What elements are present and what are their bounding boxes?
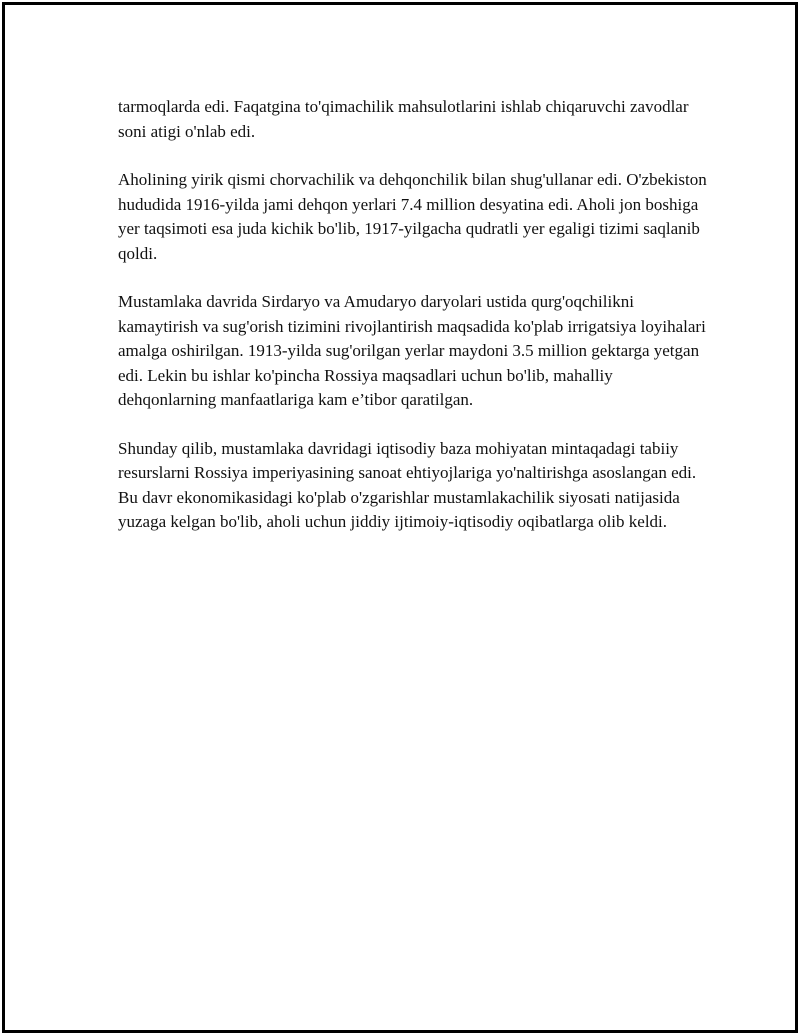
paragraph-agriculture: Aholining yirik qismi chorvachilik va dehqonchilik bilan shug'ullanar edi. O'zbekiston hududida 1916-yilda jami dehqon yerlari 7.4 million desyatina edi. Aholi jon boshiga yer taqsimoti esa juda kichik bo'lib, 1917-yilgacha qudratli yer egaligi tizimi saqlanib qoldi. (118, 170, 707, 263)
paragraph-conclusion: Shunday qilib, mustamlaka davridagi iqtisodiy baza mohiyatan mintaqadagi tabiiy resurslarni Rossiya imperiyasining sanoat ehtiyojlariga yo'naltirishga asoslangan edi. Bu davr ekonomikasidagi ko'plab o'zgarishlar mustamlakachilik siyosati natijasida yuzaga kelgan bo'lib, aholi uchun jiddiy ijtimoiy-iqtisodiy oqibatlarga olib keldi. (118, 438, 697, 531)
paragraph-intro-continuation: tarmoqlarda edi. Faqatgina to'qimachilik mahsulotlarini ishlab chiqaruvchi zavodlar soni atigi o'nlab edi. (118, 97, 689, 141)
document-body (118, 95, 708, 559)
paragraph-irrigation: Mustamlaka davrida Sirdaryo va Amudaryo daryolari ustida qurg'oqchilikni kamaytirish va sug'orish tizimini rivojlantirish maqsadida ko'plab irrigatsiya loyihalari amalga oshirilgan. 1913-yilda sug'orilgan yerlar maydoni 3.5 million gektarga yetgan edi. Lekin bu ishlar ko'pincha Rossiya maqsadlari uchun bo'lib, mahalliy dehqonlarning manfaatlariga kam e’tibor qaratilgan. (118, 292, 706, 409)
